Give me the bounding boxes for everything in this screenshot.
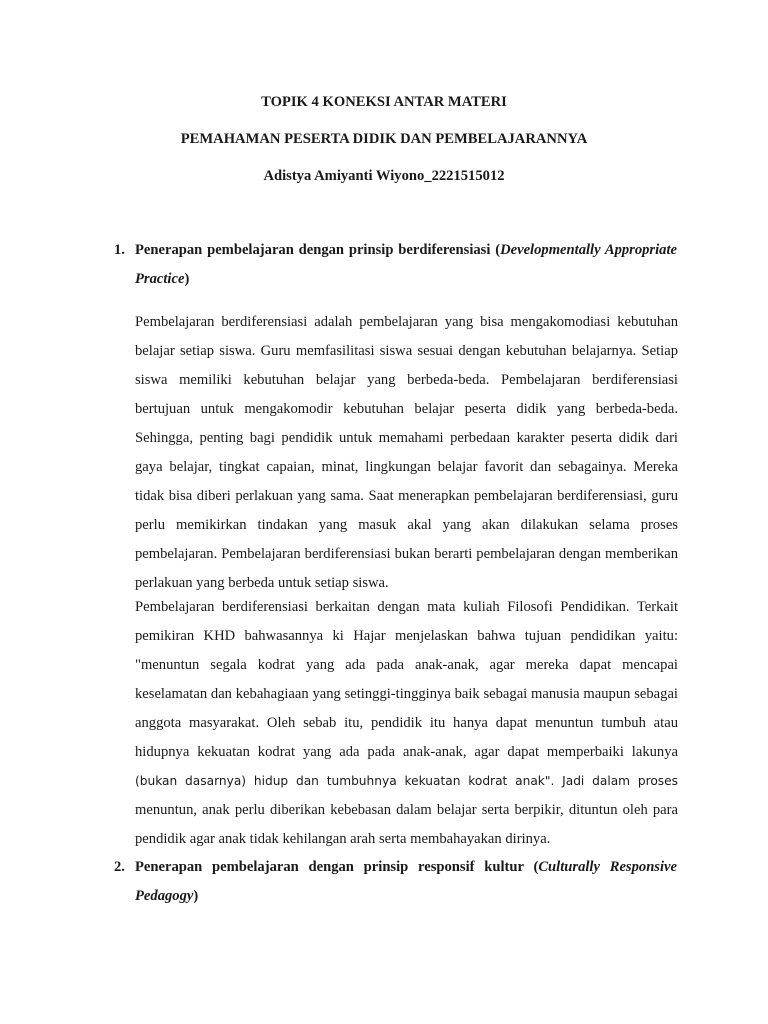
document-subtitle: PEMAHAMAN PESERTA DIDIK DAN PEMBELAJARANNYA (180, 131, 588, 147)
section-1-paragraph-2: Pembelajaran berdiferensiasi berkaitan dengan mata kuliah Filosofi Pendidikan. Terkait pemikiran KHD bahwasannya ki Hajar menjelaskan bahwa tujuan pendidikan yaitu: "menuntun segala kodrat yang ada pada anak-anak, agar mereka dapat mencapai keselamatan dan kebahagiaan yang setinggi-tingginya baik sebagai manusia maupun sebagai anggota masyarakat. Oleh sebab itu, pendidik itu hanya dapat menuntun tumbuh atau hidupnya kekuatan kodrat yang ada pada anak-anak, agar dapat memperbaiki lakunya (bukan dasarnya) hidup dan tumbuhnya kekuatan kodrat anak". Jadi dalam proses menuntun, anak perlu diberikan kebebasan dalam belajar serta berpikir, dituntun oleh para pendidik agar anak tidak kehilangan arah serta membahayakan dirinya. (135, 599, 678, 847)
section-2-title-italic: Culturally Responsive Pedagogy (135, 859, 677, 904)
section-1-paragraph-1: Pembelajaran berdiferensiasi adalah pembelajaran yang bisa mengakomodiasi kebutuhan belajar setiap siswa. Guru memfasilitasi siswa sesuai dengan kebutuhan belajarnya. Setiap siswa memiliki kebutuhan belajar yang berbeda-beda. Pembelajaran berdiferensiasi bertujuan untuk mengakomodir kebutuhan belajar peserta didik yang berbeda-beda. Sehingga, penting bagi pendidik untuk memahami perbedaan karakter peserta didik dari gaya belajar, tingkat capaian, minat, lingkungan belajar favorit dan sebagainya. Mereka tidak bisa diberi perlakuan yang sama. Saat menerapkan pembelajaran berdiferensiasi, guru perlu memikirkan tindakan yang masuk akal yang akan dilakukan selama proses pembelajaran. Pembelajaran berdiferensiasi bukan berarti pembelajaran dengan memberikan perlakuan yang berbeda untuk setiap siswa. (135, 314, 678, 591)
quoted-text-sans: (bukan dasarnya) hidup dan tumbuhnya kekuatan kodrat anak". Jadi dalam proses (135, 774, 678, 788)
section-1-number: 1. (114, 242, 125, 258)
section-1-heading (114, 236, 677, 294)
document-author: Adistya Amiyanti Wiyono_2221515012 (263, 168, 505, 184)
section-1-title-italic: Developmentally Appropriate Practice (135, 242, 677, 287)
section-2-heading (114, 853, 677, 911)
section-2-title: Penerapan pembelajaran dengan prinsip responsif kultur (Culturally Responsive Pedagogy) (135, 859, 677, 904)
section-1-title: Penerapan pembelajaran dengan prinsip berdiferensiasi (Developmentally Appropriate Practice) (135, 242, 677, 287)
section-2-number: 2. (114, 859, 125, 875)
document-topic: TOPIK 4 KONEKSI ANTAR MATERI (261, 94, 507, 110)
